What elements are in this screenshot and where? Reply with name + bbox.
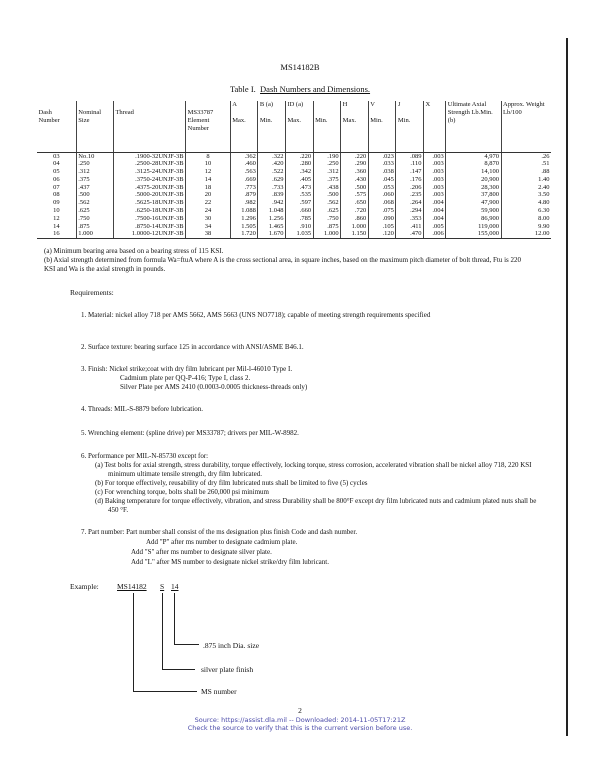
table-cell: 10 — [186, 160, 231, 168]
table-cell: .033 — [368, 160, 396, 168]
col-b-min: Min. — [259, 116, 273, 124]
table-header-row — [37, 101, 551, 152]
example-ms-number: MS14182 — [117, 582, 147, 591]
table-cell: .045 — [368, 176, 396, 184]
note-a: (a) Minimum bearing area based on a bearing stress of 115 KSI. — [44, 247, 224, 255]
table-cell: .090 — [368, 215, 396, 223]
table-cell: 30 — [186, 215, 231, 223]
table-cell: .660 — [285, 207, 313, 215]
table-cell: 8.00 — [501, 215, 551, 223]
col-letter-x: X — [425, 101, 431, 108]
callout-tick-dash — [174, 644, 199, 645]
example-finish-code: S — [160, 582, 165, 591]
table-cell: .785 — [285, 215, 313, 223]
col-id-max: Max. — [287, 116, 301, 124]
table-cell: 06 — [53, 175, 60, 183]
table-cell: .597 — [285, 199, 313, 207]
table-cell: 1.296 — [230, 215, 258, 223]
requirement-3-silver: Silver Plate per AMS 2410 (0.0003-0.0005 thickness-threads only) — [120, 383, 308, 391]
table-cell: .750 — [76, 215, 113, 223]
col-letter-id: ID (a) — [287, 101, 304, 108]
table-cell: 1.720 — [230, 230, 258, 238]
table-cell: 22 — [186, 199, 231, 207]
col-dash-number: Dash Number — [38, 109, 60, 124]
table-cell: .280 — [285, 160, 313, 168]
table-cell: 1.000 — [341, 223, 369, 231]
table-cell: .563 — [230, 168, 258, 176]
table-row — [37, 191, 551, 199]
table-cell: .437 — [76, 184, 113, 192]
page-number: 2 — [298, 706, 302, 715]
table-cell: 18 — [186, 184, 231, 192]
table-cell: 86,900 — [446, 215, 501, 223]
example-dash-number: 14 — [171, 582, 179, 591]
table-cell: 14 — [53, 222, 60, 230]
requirement-5: 5. Wrenching element: (spline drive) per MS33787; drivers per MIL-W-8982. — [81, 429, 299, 437]
col-approx-weight: Approx. Weight Lb/100 — [503, 101, 545, 116]
requirement-7-s: Add "S" after ms number to designate silver plate. — [131, 548, 272, 556]
table-cell: .773 — [230, 184, 258, 192]
table-cell: 03 — [37, 152, 76, 160]
requirement-7-p: Add "P" after ms number to designate cadmium plate. — [146, 538, 298, 546]
table-body — [37, 152, 551, 239]
table-cell: .879 — [230, 191, 258, 199]
table-cell: .2500-28UNJF-3B — [113, 160, 185, 168]
example-size-label: .875 inch Dia. size — [203, 641, 260, 650]
col-letter-a: A — [232, 101, 237, 108]
table-cell: .003 — [424, 184, 446, 192]
requirement-1: 1. Material: nickel alloy 718 per AMS 5662, AMS 5663 (UNS NO7718); capable of meeting strength requirements specified — [81, 311, 431, 319]
table-cell: .411 — [396, 223, 424, 231]
table-title-main: Dash Numbers and Dimensions. — [260, 84, 371, 94]
table-cell: .750 — [313, 215, 341, 223]
table-cell: .470 — [396, 230, 424, 238]
table-cell: 14,100 — [446, 168, 501, 176]
table-cell: .535 — [285, 191, 313, 199]
table-row — [37, 223, 551, 231]
col-letter-h: H — [342, 101, 348, 108]
table-cell: .322 — [258, 152, 286, 160]
table-cell: 37,800 — [446, 191, 501, 199]
table-cell: .860 — [341, 215, 369, 223]
table-cell: 119,000 — [446, 223, 501, 231]
table-cell: .88 — [501, 168, 551, 176]
table-cell: 2.40 — [501, 184, 551, 192]
table-cell: .982 — [230, 199, 258, 207]
table-cell: 1.505 — [230, 223, 258, 231]
table-cell: .068 — [368, 199, 396, 207]
table-cell: .264 — [396, 199, 424, 207]
table-row — [37, 199, 551, 207]
table-cell: 1.670 — [258, 230, 286, 238]
table-cell: 59,900 — [446, 207, 501, 215]
table-cell: 24 — [186, 207, 231, 215]
table-cell: .206 — [396, 184, 424, 192]
example-ms-label: MS number — [201, 687, 237, 696]
table-cell: 14 — [186, 176, 231, 184]
requirement-4: 4. Threads: MIL-S-8879 before lubrication. — [81, 405, 203, 413]
table-cell: .005 — [424, 223, 446, 231]
table-cell: .733 — [258, 184, 286, 192]
table-cell: .51 — [501, 160, 551, 168]
table-cell: .460 — [230, 160, 258, 168]
table-cell: .060 — [368, 191, 396, 199]
table-row — [37, 215, 551, 223]
col-letter-j: J — [397, 101, 401, 108]
table-cell: 4.80 — [501, 199, 551, 207]
table-cell: .500 — [341, 184, 369, 192]
page-edge-rule — [566, 38, 568, 736]
table-cell: .625 — [76, 207, 113, 215]
table-cell: .362 — [230, 152, 258, 160]
table-cell: 4,970 — [446, 152, 501, 160]
table-cell: 12 — [186, 168, 231, 176]
table-cell: .004 — [424, 199, 446, 207]
requirement-6d: (d) Baking temperature for torque effectively, vibration, and stress Durability shall be 800°F except dry film lubricated nuts and cadmium plated nuts shall be 450 °F. — [95, 497, 537, 514]
table-cell: .312 — [76, 168, 113, 176]
requirement-6: 6. Performance per MIL-N-85730 except for: — [81, 452, 209, 460]
table-cell: 3.50 — [501, 191, 551, 199]
table-cell: .625 — [313, 207, 341, 215]
table-cell: .669 — [230, 176, 258, 184]
table-cell: .629 — [258, 176, 286, 184]
note-b: (b) Axial strength determined from formula Wa=ftuA where A is the cross sectional area, in square inches, based on the maximum pitch diameter of bolt thread, Ftu is 220 KSI and Wa is the axial strength in pounds. — [44, 256, 521, 273]
table-row — [37, 152, 551, 160]
table-cell: .003 — [424, 160, 446, 168]
table-cell: .4375-20UNJF-3B — [113, 184, 185, 192]
table-cell: 28,300 — [446, 184, 501, 192]
table-cell: .147 — [396, 168, 424, 176]
requirement-6c: (c) For wrenching torque, bolts shall be 260,000 psi minimum — [95, 488, 270, 496]
col-ms33787-element: MS33787 Element Number — [187, 109, 214, 132]
table-row — [37, 160, 551, 168]
col-j-min: Min. — [397, 116, 411, 124]
callout-tick-ms — [133, 691, 197, 692]
table-cell: .7500-16UNJF-3B — [113, 215, 185, 223]
table-row — [37, 184, 551, 192]
requirement-7: 7. Part number: Part number shall consist of the ms designation plus finish Code and dash number. — [81, 528, 358, 536]
table-cell: .004 — [424, 207, 446, 215]
table-cell: 20 — [186, 191, 231, 199]
table-cell: .110 — [396, 160, 424, 168]
table-cell: .720 — [341, 207, 369, 215]
table-cell: .5000-20UNJF-3B — [113, 191, 185, 199]
table-cell: 155,000 — [446, 230, 501, 238]
col-h-max: Max. — [342, 116, 357, 124]
requirement-2: 2. Surface texture: bearing surface 125 in accordance with ANSI/ASME B46.1. — [81, 343, 304, 351]
table-row — [37, 207, 551, 215]
table-cell: .120 — [368, 230, 396, 238]
table-cell: .294 — [396, 207, 424, 215]
table-cell: .875 — [313, 223, 341, 231]
requirement-7-l: Add "L" after MS number to designate nickel strike/dry film lubricant. — [131, 558, 329, 566]
table-cell: .8750-14UNJF-3B — [113, 223, 185, 231]
callout-line-ms — [133, 593, 134, 691]
table-cell: .473 — [285, 184, 313, 192]
table-cell: 20,900 — [446, 176, 501, 184]
table-cell: .290 — [341, 160, 369, 168]
table-cell: .023 — [368, 152, 396, 160]
table-cell: 34 — [186, 223, 231, 231]
table-cell: 38 — [186, 230, 231, 238]
col-a-max: Max. — [232, 116, 246, 124]
col-ultimate-axial-strength: Ultimate Axial Strength Lb.Min.(b) — [447, 101, 493, 124]
table-cell: .910 — [285, 223, 313, 231]
table-cell: .650 — [341, 199, 369, 207]
table-cell: .353 — [396, 215, 424, 223]
table-cell: .105 — [368, 223, 396, 231]
table-cell: .562 — [313, 199, 341, 207]
table-cell: 07 — [53, 183, 60, 191]
spec-number: MS14182B — [280, 62, 320, 72]
table-cell: .522 — [258, 168, 286, 176]
table-cell: .500 — [76, 191, 113, 199]
col-thread: Thread — [115, 109, 134, 116]
table-cell: .438 — [313, 184, 341, 192]
callout-tick-finish — [162, 669, 195, 670]
table-cell: .500 — [313, 191, 341, 199]
table-cell: 6.30 — [501, 207, 551, 215]
table-cell: 8 — [186, 152, 231, 160]
table-cell: 1.256 — [258, 215, 286, 223]
table-cell: 05 — [53, 168, 60, 176]
callout-line-finish — [162, 593, 163, 669]
table-cell: .26 — [501, 152, 551, 160]
table-cell: 1.000 — [313, 230, 341, 238]
table-cell: .250 — [76, 160, 113, 168]
table-cell: 9.90 — [501, 223, 551, 231]
table-cell: .053 — [368, 184, 396, 192]
col-v-min: Min. — [370, 116, 383, 124]
table-cell: .342 — [285, 168, 313, 176]
table-cell: .942 — [258, 199, 286, 207]
table-cell: 09 — [53, 199, 60, 207]
table-cell: .562 — [76, 199, 113, 207]
table-cell: 1.150 — [341, 230, 369, 238]
table-cell: 08 — [53, 191, 60, 199]
table-cell: .375 — [76, 176, 113, 184]
table-cell: .420 — [258, 160, 286, 168]
requirement-3-cadmium: Cadmium plate per QQ-P-416; Type I, class 2. — [120, 374, 251, 382]
table-cell: .6250-18UNJF-3B — [113, 207, 185, 215]
table-row — [37, 230, 551, 238]
table-cell: .003 — [424, 191, 446, 199]
table-cell: .312 — [313, 168, 341, 176]
table-cell: .003 — [424, 176, 446, 184]
col-letter-v: V — [370, 101, 375, 108]
source-line: Source: https://assist.dla.mil -- Downloaded: 2014-11-05T17:21Z — [194, 716, 406, 724]
table-row — [37, 168, 551, 176]
table-cell: 1.035 — [285, 230, 313, 238]
verify-line: Check the source to verify that this is the current version before use. — [187, 724, 413, 732]
table-cell: No.10 — [76, 152, 113, 160]
table-cell: .089 — [396, 152, 424, 160]
col-id-min: Min. — [315, 116, 328, 124]
table-cell: 1.465 — [258, 223, 286, 231]
table-cell: 12.00 — [501, 230, 551, 238]
table-cell: .1900-32UNJF-3B — [113, 152, 185, 160]
table-cell: 04 — [53, 160, 60, 168]
table-cell: .190 — [313, 152, 341, 160]
table-cell: .3125-24UNJF-3B — [113, 168, 185, 176]
table-cell: 10 — [53, 207, 60, 215]
table-cell: .575 — [341, 191, 369, 199]
table-cell: 1.048 — [258, 207, 286, 215]
table-row — [37, 176, 551, 184]
example-finish-label: silver plate finish — [201, 665, 254, 674]
table-cell: 8,870 — [446, 160, 501, 168]
table-cell: 1.40 — [501, 176, 551, 184]
table-cell: .220 — [341, 152, 369, 160]
table-cell: 16 — [37, 230, 76, 238]
table-cell: .875 — [76, 223, 113, 231]
table-cell: .430 — [341, 176, 369, 184]
col-letter-b: B (a) — [259, 101, 274, 108]
table-cell: .405 — [285, 176, 313, 184]
table-cell: .235 — [396, 191, 424, 199]
table-title-prefix: Table I. — [229, 84, 256, 94]
table-cell: .003 — [424, 168, 446, 176]
table-cell: .220 — [285, 152, 313, 160]
table-cell: .075 — [368, 207, 396, 215]
requirements-heading: Requirements: — [70, 288, 114, 297]
requirement-6a: (a) Test bolts for axial strength, stress durability, torque effectively, locking torque, stress corrosion, accelerated vibration shall be nickel alloy 718, 220 KSI minimum ultimate tensile strength, dry film lubricated. — [95, 461, 532, 478]
requirement-6b: (b) For torque effectively, reusability of dry film lubricated nuts shall be limited to five (5) cycles — [95, 479, 368, 487]
table-cell: .003 — [424, 152, 446, 160]
table-cell: 12 — [53, 214, 60, 222]
example-label: Example: — [70, 582, 99, 591]
table-cell: .839 — [258, 191, 286, 199]
table-cell: .038 — [368, 168, 396, 176]
requirement-3: 3. Finish: Nickel strike;coat with dry film lubricant per Mil-l-46010 Type I. — [81, 365, 293, 373]
dash-dimensions-table — [37, 101, 551, 239]
table-cell: .3750-24UNJF-3B — [113, 176, 185, 184]
table-cell: .5625-18UNJF-3B — [113, 199, 185, 207]
table-cell: .004 — [424, 215, 446, 223]
table-cell: 47,900 — [446, 199, 501, 207]
table-cell: .250 — [313, 160, 341, 168]
table-cell: 1.088 — [230, 207, 258, 215]
table-title — [0, 84, 600, 94]
table-cell: 1.0000-12UNJF-3B — [113, 230, 185, 238]
table-cell: .176 — [396, 176, 424, 184]
callout-line-dash — [174, 593, 175, 644]
table-cell: 1.000 — [76, 230, 113, 238]
table-cell: .360 — [341, 168, 369, 176]
table-cell: .006 — [424, 230, 446, 238]
table-cell: .375 — [313, 176, 341, 184]
col-nominal-size: Nominal Size — [78, 109, 102, 124]
